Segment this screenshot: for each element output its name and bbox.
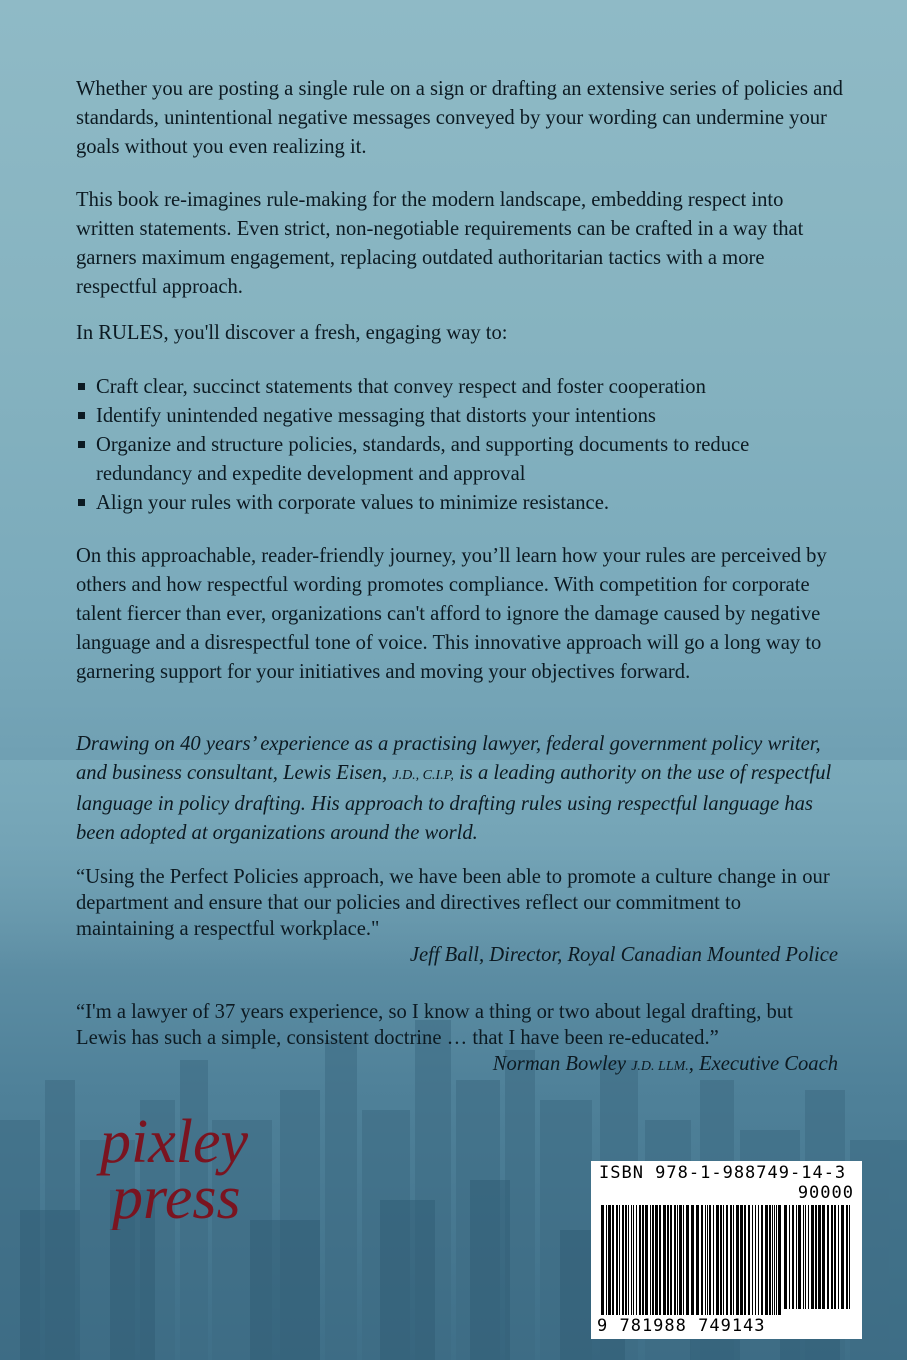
author-bio: Drawing on 40 years’ experience as a practising lawyer, federal government policy writer, and business consultant, Lewis Eisen, J.D., C.I.P, is a leading authority on the use of respectful language in policy drafting. His approach to drafting rules using respectful language has been adopted at organizations around the world.	[76, 733, 832, 844]
testimonial-quote: “I'm a lawyer of 37 years experience, so I know a thing or two about legal drafting, but Lewis has such a simple, consistent doctrine … that I have been re-educated.”	[76, 1001, 793, 1049]
testimonial-quote: “Using the Perfect Policies approach, we have been able to promote a culture change in our department and ensure that our policies and directives reflect our commitment to maintaining a respectful workplace."	[76, 866, 830, 940]
ean-digits: 9 781988 749143	[597, 1316, 766, 1336]
logo-text-press: press	[112, 1164, 241, 1230]
isbn-barcode	[591, 1161, 862, 1339]
logo-text-pixley: pixley	[100, 1108, 249, 1176]
testimonial-attribution: Jeff Ball, Director, Royal Canadian Mounted Police	[409, 944, 838, 966]
isbn-label: ISBN 978-1-988749-14-3	[599, 1163, 847, 1183]
intro-paragraph: Whether you are posting a single rule on a sign or drafting an extensive series of policies and standards, unintentional negative messages conveyed by your wording can undermine your goals without you even realizing it.	[76, 78, 843, 158]
book-summary-paragraph: This book re-imagines rule-making for the modern landscape, embedding respect into written statements. Even strict, non-negotiable requirements can be crafted in a way that garners maximum engagement, replacing outdated authoritarian tactics with a more respectful approach.	[76, 189, 804, 298]
bullets-intro: In RULES, you'll discover a fresh, engaging way to:	[76, 322, 508, 344]
bullet-square-icon	[78, 441, 85, 448]
testimonial-attribution: Norman Bowley J.D. LLM., Executive Coach	[492, 1053, 838, 1075]
bullet-square-icon	[78, 383, 85, 390]
testimonial	[76, 864, 838, 968]
testimonial	[76, 999, 838, 1080]
author-credentials: J.D., C.I.P,	[392, 768, 454, 783]
ean-barcode-bars	[601, 1205, 781, 1315]
price-code: 90000	[797, 1183, 854, 1203]
pixley-press-logo	[96, 1100, 271, 1230]
list-item: Craft clear, succinct statements that convey respect and foster cooperation	[76, 373, 846, 402]
addon-barcode-bars	[784, 1205, 852, 1309]
list-item: Identify unintended negative messaging that distorts your intentions	[76, 402, 846, 431]
journey-paragraph: On this approachable, reader-friendly journey, you’ll learn how your rules are perceived by others and how respectful wording promotes compliance. With competition for corporate talent fiercer than ever, organizations can't afford to ignore the damage caused by negative language and a disrespectful tone of voice. This innovative approach will go a long way to garnering support for your initiatives and moving your objectives forward.	[76, 545, 827, 683]
list-item: Align your rules with corporate values to minimize resistance.	[76, 489, 846, 518]
benefits-list	[76, 373, 846, 518]
list-item: Organize and structure policies, standards, and supporting documents to reduce redundancy and expedite development and approval	[76, 431, 846, 489]
bullet-square-icon	[78, 412, 85, 419]
bullet-square-icon	[78, 499, 85, 506]
